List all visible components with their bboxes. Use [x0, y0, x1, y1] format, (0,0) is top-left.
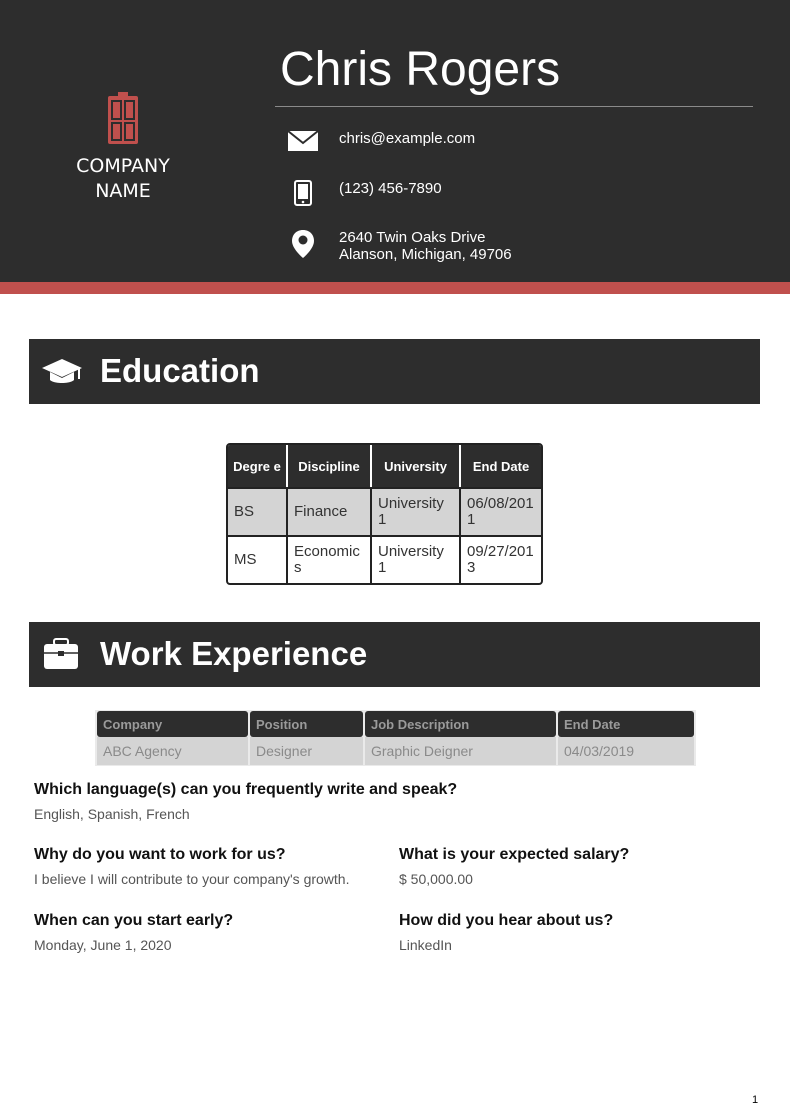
phone-text: (123) 456-7890 — [339, 180, 442, 197]
education-title: Education — [100, 352, 260, 389]
table-cell: Designer — [250, 737, 363, 765]
work-table — [95, 710, 696, 766]
address-line1: 2640 Twin Oaks Drive — [339, 229, 486, 246]
answer-text: I believe I will contribute to your company's growth. — [34, 871, 350, 887]
table-row — [228, 535, 541, 583]
address-line2: Alanson, Michigan, 49706 — [339, 246, 512, 263]
accent-stripe — [0, 282, 790, 294]
question-why-work — [34, 845, 350, 888]
table-cell: MS — [228, 535, 288, 583]
column-header: Degre e — [228, 445, 288, 487]
column-header: End Date — [558, 711, 694, 737]
answer-text: Monday, June 1, 2020 — [34, 937, 172, 953]
address-text — [339, 229, 512, 263]
table-cell: Economic s — [288, 535, 372, 583]
education-table — [226, 443, 543, 585]
email-text[interactable]: chris@example.com — [339, 130, 476, 147]
table-header-row — [228, 445, 541, 487]
name-divider — [275, 106, 753, 107]
company-name-line1: COMPANY — [76, 155, 170, 177]
question-label: What is your expected salary? — [399, 846, 630, 863]
table-cell: BS — [228, 487, 288, 535]
table-cell: Finance — [288, 487, 372, 535]
page-number: 1 — [752, 1094, 759, 1106]
column-header: Position — [250, 711, 363, 737]
answer-text: English, Spanish, French — [34, 806, 190, 822]
phone-icon — [280, 180, 326, 206]
column-header: End Date — [461, 445, 541, 487]
education-section-header — [29, 339, 760, 404]
table-row — [97, 737, 694, 765]
answer-text: $ 50,000.00 — [399, 871, 473, 887]
table-cell: 06/08/201 1 — [461, 487, 541, 535]
question-label: How did you hear about us? — [399, 912, 614, 929]
company-name — [64, 154, 182, 204]
work-section-header — [29, 622, 760, 687]
table-cell: University 1 — [372, 487, 461, 535]
column-header: Job Description — [365, 711, 556, 737]
table-cell: University 1 — [372, 535, 461, 583]
column-header: University — [372, 445, 461, 487]
table-cell: 04/03/2019 — [558, 737, 694, 765]
table-cell: ABC Agency — [97, 737, 248, 765]
question-label: When can you start early? — [34, 912, 234, 929]
envelope-icon — [280, 130, 326, 152]
column-header: Discipline — [288, 445, 372, 487]
table-row — [228, 487, 541, 535]
work-title: Work Experience — [100, 635, 368, 672]
table-cell: Graphic Deigner — [365, 737, 556, 765]
question-label: Why do you want to work for us? — [34, 846, 286, 863]
graduation-cap-icon — [41, 356, 83, 391]
question-languages — [34, 780, 457, 823]
company-logo — [64, 92, 182, 204]
resume-header — [0, 0, 790, 282]
question-salary — [399, 845, 629, 888]
table-cell: 09/27/201 3 — [461, 535, 541, 583]
candidate-name: Chris Rogers — [280, 43, 561, 96]
company-name-line2: NAME — [95, 180, 151, 202]
briefcase-icon — [41, 638, 81, 675]
question-start-date — [34, 911, 233, 954]
door-logo-icon — [106, 92, 140, 146]
column-header: Company — [97, 711, 248, 737]
question-label: Which language(s) can you frequently write and speak? — [34, 781, 458, 798]
location-pin-icon — [280, 229, 326, 259]
question-referral — [399, 911, 613, 954]
answer-text: LinkedIn — [399, 937, 452, 953]
table-header-row — [97, 711, 694, 737]
